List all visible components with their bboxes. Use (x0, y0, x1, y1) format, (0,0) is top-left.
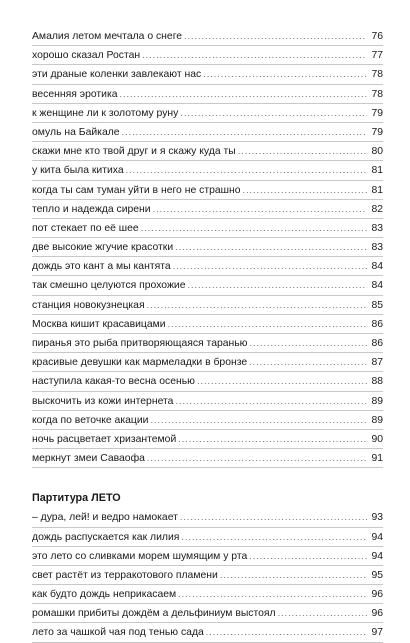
toc-entry-page-number: 83 (371, 242, 383, 254)
toc-entry-title: пиранья это рыба притворяющаяся таранью (32, 338, 248, 349)
dot-leader (238, 142, 367, 161)
toc-entry (32, 219, 383, 238)
dot-leader (168, 315, 367, 334)
toc-entry-page-number: 82 (371, 203, 383, 215)
toc-entry-title: тепло и надежда сирени (32, 203, 151, 215)
toc-entry-page-number: 78 (371, 88, 383, 100)
toc-entry-page-number: 86 (371, 318, 383, 330)
toc-entry-title: это лето со сливками морем шумящим у рта (32, 550, 248, 562)
toc-entry-page-number: 84 (371, 261, 383, 273)
dot-leader (173, 257, 367, 276)
dot-leader (180, 104, 367, 123)
toc-entry (32, 353, 383, 372)
dot-leader (242, 181, 367, 200)
toc-entry (32, 372, 383, 391)
dot-leader (150, 411, 367, 430)
toc-entry-page-number: 79 (371, 107, 383, 119)
toc-entry-page-number: 95 (371, 569, 383, 581)
dot-leader (249, 547, 367, 566)
toc-entry-page-number: 94 (371, 550, 383, 562)
toc-entry (32, 547, 383, 566)
toc-entry (32, 296, 383, 315)
toc-entry (32, 257, 383, 276)
toc-entry-page-number: 77 (371, 50, 383, 62)
dot-leader (184, 27, 367, 46)
toc-entry-title: эти драные коленки завлекают нас (32, 69, 202, 81)
toc-entry (32, 315, 383, 334)
toc-entry-page-number: 91 (371, 453, 383, 465)
toc-entry-page-number: 89 (371, 414, 383, 426)
toc-entry-page-number: 81 (371, 184, 383, 196)
table-of-contents (32, 27, 383, 643)
toc-section-list (32, 508, 383, 642)
dot-leader (278, 604, 367, 623)
dot-leader (126, 161, 367, 180)
toc-entry-page-number: 78 (371, 69, 383, 81)
toc-entry-title: красивые девушки как мармеладки в бронзе (32, 357, 248, 369)
dot-leader (249, 353, 367, 372)
toc-entry-title: пот стекает по её шее (32, 222, 139, 234)
dot-leader (141, 219, 367, 238)
toc-entry-title: так смешно целуются прохожие (32, 280, 186, 292)
toc-entry (32, 142, 383, 161)
toc-entry-title: выскочить из кожи интернета (32, 395, 174, 407)
toc-entry (32, 334, 383, 353)
toc-entry-page-number: 86 (371, 338, 383, 349)
toc-entry-title: Амалия летом мечтала о снеге (32, 31, 183, 42)
dot-leader (120, 85, 367, 104)
toc-entry (32, 65, 383, 84)
toc-entry-title: у кита была китиха (32, 165, 124, 177)
toc-entry-title: – дура, лей! и ведро намокает (32, 512, 178, 524)
toc-entry-title: ночь расцветает хризантемой (32, 433, 177, 445)
section-heading: Партитура ЛЕТО (32, 492, 121, 505)
toc-entry (32, 566, 383, 585)
toc-entry (32, 604, 383, 623)
toc-entry-page-number: 79 (371, 126, 383, 138)
toc-entry (32, 27, 383, 46)
toc-entry-title: свет растёт из терракотового пламени (32, 569, 218, 581)
dot-leader (220, 566, 367, 585)
toc-list (32, 27, 383, 468)
dot-leader (178, 430, 367, 449)
dot-leader (175, 238, 367, 257)
toc-entry-title: дождь распускается как лилия (32, 531, 180, 543)
toc-entry (32, 411, 383, 430)
toc-entry-title: к женщине ли к золотому руну (32, 107, 179, 119)
toc-entry-page-number: 85 (371, 299, 383, 311)
dot-leader (197, 372, 367, 391)
toc-entry-title: дождь это кант а мы кантята (32, 261, 171, 273)
toc-entry-page-number: 97 (371, 627, 383, 639)
toc-entry-title: лето за чашкой чая под тенью сада (32, 627, 204, 639)
toc-entry-title: скажи мне кто твой друг и я скажу куда ты (32, 146, 236, 158)
dot-leader (203, 65, 367, 84)
toc-entry-title: наступила какая-то весна осенью (32, 376, 195, 388)
toc-entry (32, 46, 383, 65)
toc-entry-title: когда ты сам туман уйти в него не страшно (32, 184, 241, 196)
toc-entry-title: меркнут змеи Саваофа (32, 453, 145, 465)
toc-entry (32, 623, 383, 642)
toc-entry-page-number: 90 (371, 433, 383, 445)
toc-entry (32, 449, 383, 468)
toc-entry-title: две высокие жгучие красотки (32, 242, 174, 254)
toc-entry-title: омуль на Байкале (32, 126, 120, 138)
toc-entry (32, 238, 383, 257)
toc-entry (32, 104, 383, 123)
toc-entry (32, 123, 383, 142)
toc-entry-title: весенняя эротика (32, 88, 118, 100)
toc-entry (32, 161, 383, 180)
dot-leader (147, 449, 367, 468)
dot-leader (180, 508, 367, 527)
toc-entry-page-number: 94 (371, 531, 383, 543)
toc-entry-page-number: 93 (371, 512, 383, 524)
toc-entry-title: ромашки прибиты дождём а дельфиниум выстоял (32, 608, 276, 620)
toc-entry-title: когда по веточке акации (32, 414, 149, 426)
toc-entry-page-number: 96 (371, 608, 383, 620)
toc-entry (32, 392, 383, 411)
dot-leader (122, 123, 367, 142)
dot-leader (249, 334, 367, 353)
toc-entry (32, 276, 383, 295)
toc-entry-page-number: 89 (371, 395, 383, 407)
toc-entry-page-number: 80 (371, 146, 383, 158)
dot-leader (178, 585, 367, 604)
toc-entry-page-number: 81 (371, 165, 383, 177)
toc-entry-page-number: 84 (371, 280, 383, 292)
dot-leader (153, 200, 367, 219)
dot-leader (175, 392, 367, 411)
toc-entry-page-number: 76 (371, 31, 383, 42)
dot-leader (147, 296, 367, 315)
toc-entry-title: станция новокузнецкая (32, 299, 145, 311)
toc-entry (32, 430, 383, 449)
toc-entry (32, 508, 383, 527)
toc-entry (32, 200, 383, 219)
dot-leader (188, 276, 368, 295)
toc-entry-title: как будто дождь неприкасаем (32, 589, 177, 601)
toc-entry (32, 85, 383, 104)
toc-entry-title: хорошо сказал Ростан (32, 50, 141, 62)
toc-entry-page-number: 88 (371, 376, 383, 388)
toc-entry-page-number: 87 (371, 357, 383, 369)
toc-entry-page-number: 83 (371, 222, 383, 234)
dot-leader (181, 528, 367, 547)
toc-entry (32, 585, 383, 604)
dot-leader (206, 623, 367, 642)
dot-leader (142, 46, 367, 65)
toc-entry (32, 181, 383, 200)
toc-entry-page-number: 96 (371, 589, 383, 601)
toc-entry-title: Москва кишит красавицами (32, 318, 166, 330)
toc-entry (32, 528, 383, 547)
